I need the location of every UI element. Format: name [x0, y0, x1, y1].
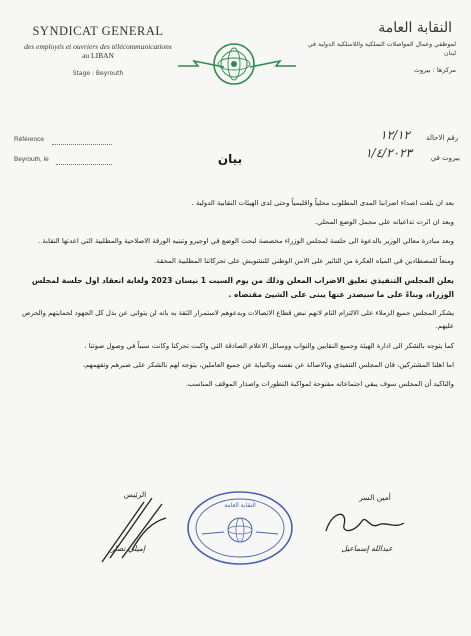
ar-union-location: مركزها : بيروت — [413, 66, 456, 74]
union-stamp — [186, 490, 294, 566]
ar-date-label: بيروت في — [430, 154, 460, 162]
paragraph: وبعد مبادرة معالي الوزير بالدعوة الى جلسة لمجلس الوزراء مخصصة لبحث الوضع في اوجيرو وتبنيه الورقة الاصلاحية والمطلبية التي اعدتها النقابة . — [38, 237, 454, 246]
paragraph: ومنعاً للمصطادين في المياه العكرة من التاثير على الامن الوطني للتشويش على تحركاتنا المطلبية المحقة. — [154, 256, 454, 265]
right-lightning-icon — [250, 58, 296, 72]
paragraph: كما يتوجه بالشكر الى ادارة الهيئة وجميع النقابين والنواب ووسائل الاعلام الصادقة التي واكبت تحركنا وكانت سبباً في وصول صوتنا . — [84, 341, 454, 350]
ar-date-value: ١/٤/٢٠٢٣ — [365, 146, 412, 160]
fr-union-country: au LIBAN — [82, 51, 114, 60]
fr-union-subtitle: des employés et ouvriers des télécommunications — [24, 42, 172, 51]
paragraph: يشكر المجلس جميع الزملاء على الالتزام التام لانهم نبض قطاع الاتصالات ويدعوهم لاستمرار الثقة به بانه لن يتوانى عن بذل كل الجهود لحمايتهم والحرص عليهم. — [21, 308, 454, 331]
ar-reference-value: ١٢/١٢ — [380, 128, 410, 142]
fr-union-title: SYNDICAT GENERAL — [32, 24, 164, 38]
fr-date-label: Beyrouth, le — [14, 156, 49, 163]
fr-reference-label: Référence — [14, 136, 44, 143]
paragraph-announcement: يعلن المجلس التنفيذي تعليق الاضراب المعلن وذلك من يوم السبت 1 نيسان 2023 ولغاية انعقاد اول جلسة لمجلس الوزراء، وبناءً على ما سيصدر عنها يبنى على الشيئ مقتضاه . — [31, 275, 454, 299]
ar-union-subtitle: لموظفي وعمال المواصلات السلكية واللاسلكية الدولية في لبنان — [307, 41, 456, 57]
president-signature-icon — [92, 492, 170, 564]
paragraph: اما اهلنا المشتركين، فان المجلس التنفيذي وبالاصالة عن نفسه وبالنيابة عن جميع العاملين، يتوجه لهم بالشكر على صبرهم وتفهمهم، — [82, 360, 454, 369]
statement-body — [22, 197, 454, 397]
president-title: الرئيس — [123, 490, 147, 499]
fr-date-line — [56, 156, 112, 165]
fr-union-stage: Stage : Beyrouth — [72, 70, 124, 77]
document-title: بيان — [217, 152, 243, 166]
secretary-name: عبدالله إسماعيل — [341, 544, 393, 553]
secretary-title: أمين السر — [359, 493, 391, 502]
secretary-signature-icon — [318, 503, 408, 541]
ar-union-title: النقابة العامة — [378, 20, 452, 36]
stamp-text: النقابة العامة — [224, 502, 256, 509]
paragraph: والتاكيد أن المجلس سوف يبقي اجتماعاته مفتوحة لمواكبة التطورات واصدار الموقف المناسب. — [185, 380, 454, 389]
ar-reference-label: رقم الاحالة — [426, 134, 458, 142]
paragraph: بعد ان بلغت اصداء اضرابنا المدى المطلوب محلياً واقليمياً وحتى لدى الهيئات النقابية الدولية . — [191, 199, 454, 207]
president-name: إميلي نصار — [111, 544, 145, 553]
paragraph: وبعد ان اثرت تداعياته على مجمل الوضع المحلي. — [314, 218, 454, 227]
left-lightning-icon — [178, 58, 224, 72]
fr-reference-line — [52, 136, 112, 145]
